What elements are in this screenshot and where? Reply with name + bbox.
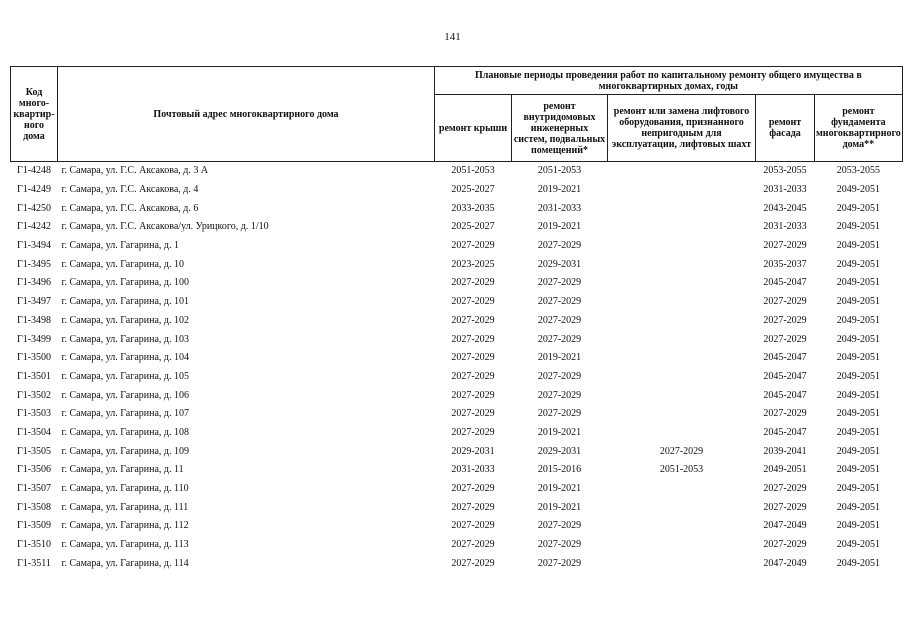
cell-foundation: 2049-2051	[836, 464, 881, 476]
cell-roof: 2027-2029	[451, 520, 495, 532]
table-row	[11, 312, 903, 331]
table-row	[11, 199, 903, 218]
table-row	[11, 424, 903, 443]
cell-address: г. Самара, ул. Гагарина, д. 100	[61, 277, 190, 289]
cell-facade: 2043-2045	[763, 202, 807, 214]
cell-roof: 2027-2029	[451, 539, 495, 551]
cell-elevator	[608, 274, 756, 293]
cell-roof: 2027-2029	[451, 333, 495, 345]
cell-engineering: 2031-2033	[537, 202, 582, 214]
cell-facade: 2045-2047	[763, 370, 807, 382]
cell-code: Г1-3506	[16, 464, 52, 476]
table-row	[11, 386, 903, 405]
cell-elevator	[608, 162, 756, 181]
cell-elevator	[608, 405, 756, 424]
cell-code: Г1-4249	[16, 184, 52, 196]
cell-address: г. Самара, ул. Гагарина, д. 101	[61, 296, 190, 308]
cell-facade: 2039-2041	[763, 445, 807, 457]
header-code: Код много-квартир-ного дома	[11, 67, 58, 162]
cell-engineering: 2027-2029	[537, 557, 582, 569]
header-address: Почтовый адрес многоквартирного дома	[58, 67, 435, 162]
cell-facade: 2049-2051	[763, 464, 807, 476]
cell-address: г. Самара, ул. Гагарина, д. 108	[61, 426, 190, 438]
cell-roof: 2027-2029	[451, 557, 495, 569]
table-row	[11, 554, 903, 573]
cell-foundation: 2049-2051	[836, 240, 881, 252]
cell-engineering: 2019-2021	[537, 184, 582, 196]
cell-foundation: 2049-2051	[836, 296, 881, 308]
cell-facade: 2027-2029	[763, 483, 807, 495]
cell-elevator: 2051-2053	[659, 464, 704, 476]
cell-roof: 2027-2029	[451, 277, 495, 289]
cell-roof: 2027-2029	[451, 483, 495, 495]
cell-engineering: 2019-2021	[537, 501, 582, 513]
cell-engineering: 2027-2029	[537, 408, 582, 420]
cell-facade: 2031-2033	[763, 221, 807, 233]
cell-roof: 2027-2029	[451, 370, 495, 382]
cell-address: г. Самара, ул. Гагарина, д. 106	[61, 389, 190, 401]
cell-foundation: 2049-2051	[836, 370, 881, 382]
repair-schedule-table	[10, 66, 903, 573]
cell-address: г. Самара, ул. Гагарина, д. 105	[61, 370, 190, 382]
cell-engineering: 2029-2031	[537, 445, 582, 457]
cell-foundation: 2049-2051	[836, 202, 881, 214]
table-row	[11, 517, 903, 536]
cell-foundation: 2049-2051	[836, 426, 881, 438]
cell-engineering: 2019-2021	[537, 352, 582, 364]
cell-facade: 2035-2037	[763, 258, 807, 270]
cell-roof: 2051-2053	[451, 165, 495, 177]
cell-address: г. Самара, ул. Гагарина, д. 10	[61, 258, 185, 270]
cell-foundation: 2049-2051	[836, 314, 881, 326]
cell-foundation: 2049-2051	[836, 184, 881, 196]
cell-engineering: 2027-2029	[537, 240, 582, 252]
cell-foundation: 2053-2055	[836, 165, 881, 177]
cell-address: г. Самара, ул. Гагарина, д. 114	[61, 557, 189, 569]
cell-address: г. Самара, ул. Гагарина, д. 113	[61, 539, 189, 551]
cell-roof: 2025-2027	[451, 184, 495, 196]
cell-address: г. Самара, ул. Г.С. Аксакова, д. 4	[61, 184, 199, 196]
cell-elevator: 2027-2029	[659, 445, 704, 457]
cell-elevator	[608, 330, 756, 349]
cell-roof: 2033-2035	[451, 202, 495, 214]
header-facade: ремонт фасада	[756, 95, 815, 162]
cell-facade: 2031-2033	[763, 184, 807, 196]
cell-engineering: 2019-2021	[537, 483, 582, 495]
cell-foundation: 2049-2051	[836, 221, 881, 233]
cell-facade: 2045-2047	[763, 352, 807, 364]
cell-foundation: 2049-2051	[836, 352, 881, 364]
cell-engineering: 2027-2029	[537, 370, 582, 382]
cell-address: г. Самара, ул. Гагарина, д. 104	[61, 352, 190, 364]
cell-roof: 2027-2029	[451, 501, 495, 513]
cell-facade: 2027-2029	[763, 501, 807, 513]
cell-elevator	[608, 237, 756, 256]
cell-foundation: 2049-2051	[836, 389, 881, 401]
cell-roof: 2025-2027	[451, 221, 495, 233]
cell-elevator	[608, 199, 756, 218]
cell-code: Г1-3511	[17, 557, 51, 569]
cell-elevator	[608, 218, 756, 237]
cell-elevator	[608, 312, 756, 331]
cell-elevator	[608, 293, 756, 312]
cell-code: Г1-3497	[16, 296, 52, 308]
cell-engineering: 2027-2029	[537, 333, 582, 345]
cell-foundation: 2049-2051	[836, 520, 881, 532]
cell-code: Г1-4250	[16, 202, 52, 214]
cell-roof: 2027-2029	[451, 389, 495, 401]
cell-facade: 2045-2047	[763, 277, 807, 289]
cell-code: Г1-3498	[16, 314, 52, 326]
table-row	[11, 255, 903, 274]
cell-engineering: 2027-2029	[537, 314, 582, 326]
table-row	[11, 162, 903, 181]
page-number: 141	[444, 31, 461, 43]
cell-engineering: 2019-2021	[537, 426, 582, 438]
table-row	[11, 349, 903, 368]
cell-address: г. Самара, ул. Г.С. Аксакова, д. 6	[61, 202, 199, 214]
cell-address: г. Самара, ул. Гагарина, д. 1	[61, 240, 180, 252]
cell-elevator	[608, 498, 756, 517]
cell-engineering: 2019-2021	[537, 221, 582, 233]
cell-code: Г1-3502	[16, 389, 52, 401]
cell-foundation: 2049-2051	[836, 408, 881, 420]
cell-facade: 2053-2055	[763, 165, 807, 177]
table-body	[11, 162, 903, 574]
cell-elevator	[608, 424, 756, 443]
table-row	[11, 218, 903, 237]
cell-roof: 2027-2029	[451, 240, 495, 252]
cell-engineering: 2027-2029	[537, 539, 582, 551]
cell-address: г. Самара, ул. Гагарина, д. 110	[61, 483, 189, 495]
table-row	[11, 274, 903, 293]
cell-elevator	[608, 368, 756, 387]
table-row	[11, 237, 903, 256]
table-row	[11, 536, 903, 555]
header-foundation: ремонт фундамента многоквартирного дома**	[815, 95, 903, 162]
table-row	[11, 480, 903, 499]
cell-code: Г1-4248	[16, 165, 52, 177]
cell-roof: 2027-2029	[451, 408, 495, 420]
header-roof: ремонт крыши	[435, 95, 512, 162]
cell-facade: 2047-2049	[763, 520, 807, 532]
cell-code: Г1-3508	[16, 501, 52, 513]
cell-elevator	[608, 255, 756, 274]
cell-address: г. Самара, ул. Г.С. Аксакова, д. 3 А	[61, 165, 209, 177]
cell-code: Г1-3500	[16, 352, 52, 364]
header-periods-title: Плановые периоды проведения работ по капитальному ремонту общего имущества в многоквартирных домах, годы	[435, 67, 903, 95]
cell-roof: 2029-2031	[451, 445, 495, 457]
cell-facade: 2027-2029	[763, 408, 807, 420]
cell-elevator	[608, 181, 756, 200]
cell-engineering: 2029-2031	[537, 258, 582, 270]
cell-foundation: 2049-2051	[836, 277, 881, 289]
cell-engineering: 2015-2016	[537, 464, 582, 476]
cell-roof: 2031-2033	[451, 464, 495, 476]
cell-elevator	[608, 517, 756, 536]
cell-elevator	[608, 536, 756, 555]
cell-roof: 2027-2029	[451, 296, 495, 308]
cell-code: Г1-3495	[16, 258, 52, 270]
cell-foundation: 2049-2051	[836, 501, 881, 513]
cell-elevator	[608, 386, 756, 405]
cell-code: Г1-3501	[16, 370, 52, 382]
cell-engineering: 2027-2029	[537, 389, 582, 401]
table-row	[11, 461, 903, 480]
cell-code: Г1-3505	[16, 445, 52, 457]
cell-address: г. Самара, ул. Гагарина, д. 11	[61, 464, 184, 476]
table-row	[11, 330, 903, 349]
header-elevator: ремонт или замена лифтового оборудования, признанного непригодным для эксплуатации, лифтовых шахт	[608, 95, 756, 162]
cell-elevator	[608, 349, 756, 368]
cell-address: г. Самара, ул. Гагарина, д. 107	[61, 408, 190, 420]
cell-foundation: 2049-2051	[836, 333, 881, 345]
table-row	[11, 293, 903, 312]
table-row	[11, 181, 903, 200]
table-row	[11, 405, 903, 424]
cell-facade: 2027-2029	[763, 296, 807, 308]
cell-facade: 2027-2029	[763, 240, 807, 252]
cell-code: Г1-3510	[16, 539, 52, 551]
table-row	[11, 442, 903, 461]
cell-code: Г1-3499	[16, 333, 52, 345]
cell-foundation: 2049-2051	[836, 445, 881, 457]
cell-engineering: 2027-2029	[537, 296, 582, 308]
cell-code: Г1-3503	[16, 408, 52, 420]
cell-roof: 2027-2029	[451, 314, 495, 326]
cell-roof: 2027-2029	[451, 352, 495, 364]
cell-facade: 2047-2049	[763, 557, 807, 569]
table-row	[11, 498, 903, 517]
cell-address: г. Самара, ул. Гагарина, д. 111	[61, 501, 189, 513]
table-row	[11, 368, 903, 387]
cell-engineering: 2027-2029	[537, 277, 582, 289]
cell-roof: 2023-2025	[451, 258, 495, 270]
cell-code: Г1-3509	[16, 520, 52, 532]
cell-foundation: 2049-2051	[836, 539, 881, 551]
cell-facade: 2027-2029	[763, 539, 807, 551]
cell-elevator	[608, 480, 756, 499]
cell-code: Г1-3496	[16, 277, 52, 289]
cell-address: г. Самара, ул. Г.С. Аксакова/ул. Урицкого, д. 1/10	[61, 221, 269, 233]
cell-foundation: 2049-2051	[836, 483, 881, 495]
cell-engineering: 2051-2053	[537, 165, 582, 177]
cell-engineering: 2027-2029	[537, 520, 582, 532]
cell-foundation: 2049-2051	[836, 557, 881, 569]
cell-address: г. Самара, ул. Гагарина, д. 102	[61, 314, 190, 326]
cell-address: г. Самара, ул. Гагарина, д. 109	[61, 445, 190, 457]
cell-code: Г1-3507	[16, 483, 52, 495]
cell-code: Г1-3504	[16, 426, 52, 438]
cell-roof: 2027-2029	[451, 426, 495, 438]
cell-foundation: 2049-2051	[836, 258, 881, 270]
cell-elevator	[608, 554, 756, 573]
header-engineering: ремонт внутридомовых инженерных систем, подвальных помещений*	[512, 95, 608, 162]
cell-facade: 2045-2047	[763, 389, 807, 401]
cell-address: г. Самара, ул. Гагарина, д. 103	[61, 333, 190, 345]
cell-facade: 2045-2047	[763, 426, 807, 438]
cell-address: г. Самара, ул. Гагарина, д. 112	[61, 520, 189, 532]
cell-facade: 2027-2029	[763, 314, 807, 326]
cell-facade: 2027-2029	[763, 333, 807, 345]
cell-code: Г1-4242	[16, 221, 52, 233]
cell-code: Г1-3494	[16, 240, 52, 252]
